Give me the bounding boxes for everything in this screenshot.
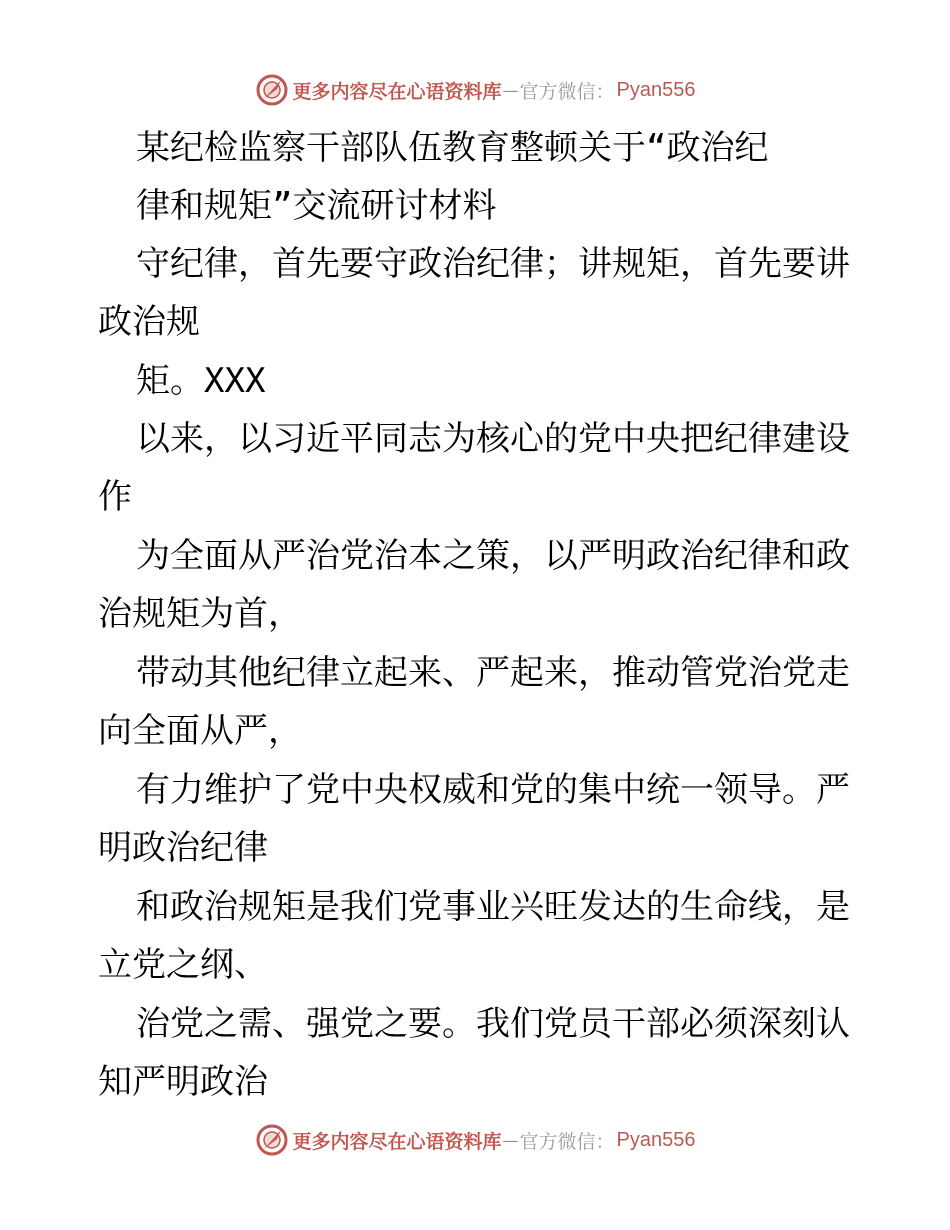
quill-logo-icon [255, 1123, 289, 1157]
doc-text-line: 政治规 [98, 302, 200, 342]
watermark-wechat-id: Pyan556 [616, 78, 696, 101]
watermark-separator: — [502, 1130, 519, 1150]
doc-text-line: 带动其他纪律立起来、严起来，推动管党治党走 [136, 653, 850, 693]
doc-text-line: 知严明政治 [98, 1062, 268, 1102]
doc-text-line: 立党之纲、 [98, 945, 268, 985]
watermark-lead-text: 更多内容尽在心语资料库 [292, 80, 502, 103]
doc-text-line: 治规矩为首， [98, 594, 302, 634]
doc-text-line: 守纪律，首先要守政治纪律；讲规矩，首先要讲 [136, 244, 850, 284]
watermark-separator: — [502, 80, 519, 100]
doc-title-line: 律和规矩”交流研讨材料 [136, 186, 497, 226]
watermark-tail-text: 官方微信： [519, 80, 615, 103]
doc-text-line: 向全面从严， [98, 711, 302, 751]
watermark-tail-text: 官方微信： [519, 1130, 615, 1153]
doc-text-line: 矩。XXX [136, 361, 266, 401]
doc-text-line: 有力维护了党中央权威和党的集中统一领导。严 [136, 770, 850, 810]
doc-title-line: 某纪检监察干部队伍教育整顿关于“政治纪 [136, 128, 769, 168]
watermark-wechat-id: Pyan556 [616, 1128, 696, 1151]
doc-text-line: 治党之需、强党之要。我们党员干部必须深刻认 [136, 1004, 850, 1044]
doc-text-line: 以来，以习近平同志为核心的党中央把纪律建设 [136, 419, 850, 459]
doc-text-line: 和政治规矩是我们党事业兴旺发达的生命线，是 [136, 887, 850, 927]
watermark-banner-bottom [0, 1120, 950, 1160]
watermark-lead-text: 更多内容尽在心语资料库 [292, 1130, 502, 1153]
doc-text-line: 明政治纪律 [98, 828, 268, 868]
doc-text-line: 为全面从严治党治本之策，以严明政治纪律和政 [136, 536, 850, 576]
doc-text-line: 作 [98, 477, 132, 517]
